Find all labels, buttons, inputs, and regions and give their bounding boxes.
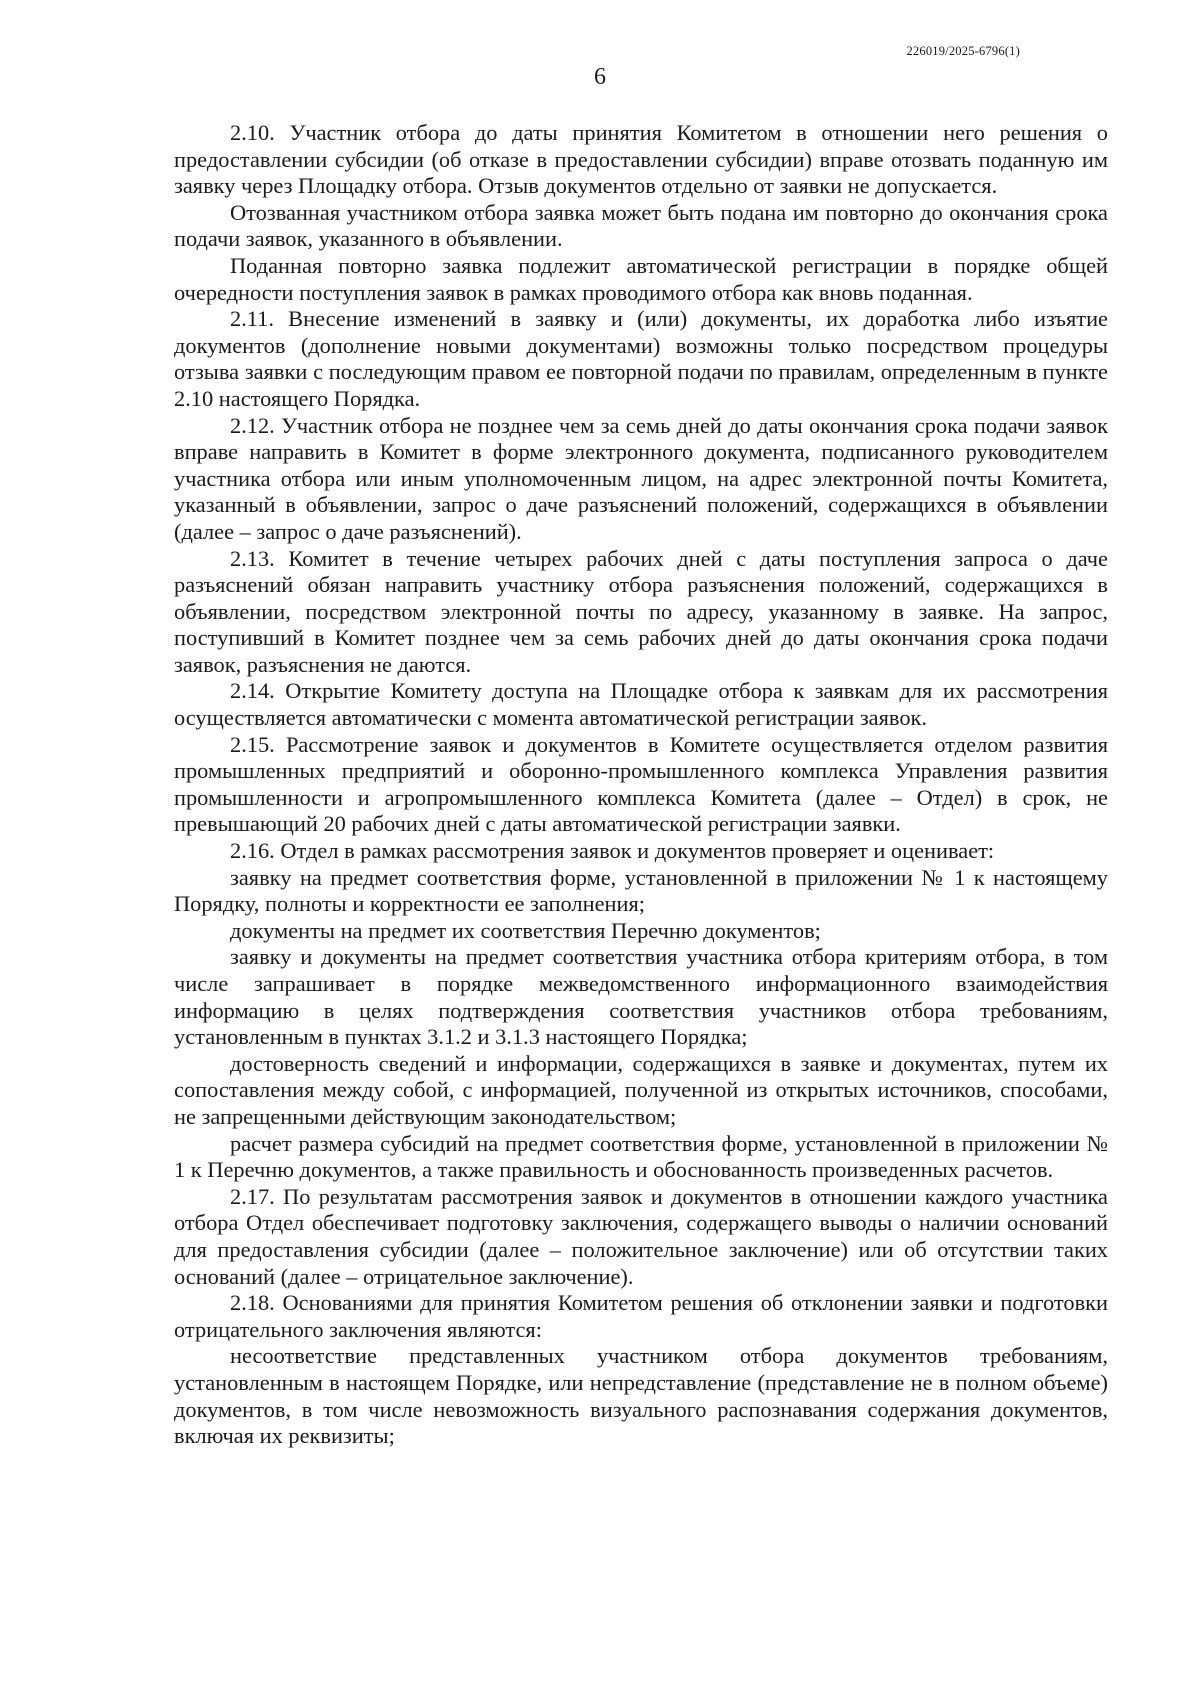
paragraph-2-18: 2.18. Основаниями для принятия Комитетом решения об отклонении заявки и подготовки отрицательного заключения являются: [174,1290,1108,1342]
list-item-application-form: заявку на предмет соответствия форме, установленной в приложении № 1 к настоящему Порядку, полноты и корректности ее заполнения; [174,864,1108,917]
list-item-subsidy-calculation: расчет размера субсидий на предмет соответствия форме, установленной в приложении № 1 к Перечню документов, а также правильность и обоснованность произведенных расчетов. [174,1130,1108,1183]
paragraph-2-10: 2.10. Участник отбора до даты принятия Комитетом в отношении него решения о предоставлении субсидии (об отказе в предоставлении субсидии) вправе отозвать поданную им заявку через Площадку отбора. Отзыв документов отдельно от заявки не допускается. [174,120,1108,199]
paragraph-2-16: 2.16. Отдел в рамках рассмотрения заявок и документов проверяет и оценивает: [230,838,995,864]
paragraph-resubmitted-application: Поданная повторно заявка подлежит автоматической регистрации в порядке общей очередности поступления заявок в рамках проводимого отбора как вновь поданная. [174,252,1108,305]
paragraph-2-14: 2.14. Открытие Комитету доступа на Площадке отбора к заявкам для их рассмотрения осуществляется автоматически с момента автоматической регистрации заявок. [174,678,1108,731]
paragraph-2-12: 2.12. Участник отбора не позднее чем за семь дней до даты окончания срока подачи заявок вправе направить в Комитет в форме электронного документа, подписанного руководителем участника отбора или иным уполномоченным лицом, на адрес электронной почты Комитета, указанный в объявлении, запрос о даче разъяснений положений, содержащихся в объявлении (далее – запрос о даче разъяснений). [174,412,1108,544]
document-registration-number: 226019/2025-6796(1) [906,44,1020,58]
paragraph-2-11: 2.11. Внесение изменений в заявку и (или) документы, их доработка либо изъятие документов (дополнение новыми документами) возможны только посредством процедуры отзыва заявки с последующим правом ее повторной подачи по правилам, определенным в пункте 2.10 настоящего Порядка. [174,306,1108,411]
list-item-noncompliance: несоответствие представленных участником отбора документов требованиям, установленным в настоящем Порядке, или непредставление (представление не в полном объеме) документов, в том числе невозможность визуального распознавания содержания документов, включая их реквизиты; [174,1343,1108,1449]
list-item-data-reliability: достоверность сведений и информации, содержащихся в заявке и документах, путем их сопоставления между собой, с информацией, полученной из открытых источников, способами, не запрещенными действующим законодательством; [174,1050,1108,1129]
paragraph-2-13: 2.13. Комитет в течение четырех рабочих дней с даты поступления запроса о даче разъяснений обязан направить участнику отбора разъяснения положений, содержащихся в объявлении, посредством электронной почты по адресу, указанному в заявке. На запрос, поступивший в Комитет позднее чем за семь рабочих дней до даты окончания срока подачи заявок, разъяснения не даются. [174,545,1108,677]
list-item-selection-criteria: заявку и документы на предмет соответствия участника отбора критериям отбора, в том числе запрашивает в порядке межведомственного информационного взаимодействия информацию в целях подтверждения соответствия участников отбора требованиям, установленным в пунктах 3.1.2 и 3.1.3 настоящего Порядка; [174,944,1108,1050]
list-item-documents-list: документы на предмет их соответствия Перечню документов; [230,917,821,943]
page-number: 6 [594,64,606,90]
document-body [174,120,1108,1450]
paragraph-2-15: 2.15. Рассмотрение заявок и документов в Комитете осуществляется отделом развития промышленных предприятий и оборонно-промышленного комплекса Управления развития промышленности и агропромышленного комплекса Комитета (далее – Отдел) в срок, не превышающий 20 рабочих дней с даты автоматической регистрации заявки. [174,731,1108,837]
paragraph-2-17: 2.17. По результатам рассмотрения заявок и документов в отношении каждого участника отбора Отдел обеспечивает подготовку заключения, содержащего выводы о наличии оснований для предоставления субсидии (далее – положительное заключение) или об отсутствии таких оснований (далее – отрицательное заключение). [174,1183,1108,1289]
paragraph-withdrawn-application: Отозванная участником отбора заявка может быть подана им повторно до окончания срока подачи заявок, указанного в объявлении. [174,199,1108,252]
